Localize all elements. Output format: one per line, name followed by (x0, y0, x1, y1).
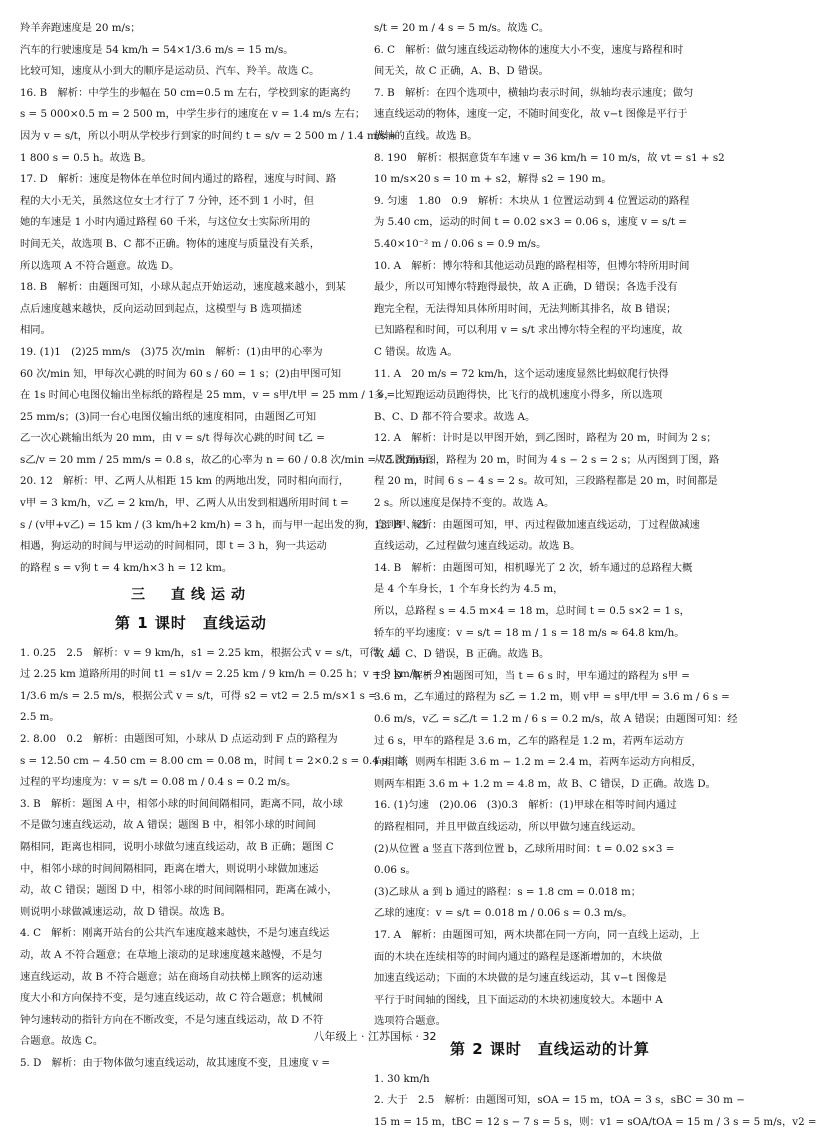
text-line: 时间无关，故选项 B、C 都不正确。物体的速度与质量没有关系， (20, 234, 362, 256)
text-line: 5.40×10⁻² m / 0.06 s = 0.9 m/s。 (374, 234, 726, 256)
text-line: 25 mm/s；(3)同一台心电图仪输出纸的速度相同，由题图乙可知 (20, 407, 362, 429)
text-line: s / (v甲+v乙) = 15 km / (3 km/h+2 km/h) = 3 h，而与甲一起出发的狗，直到甲、乙 (20, 515, 362, 537)
left-column (20, 18, 362, 1075)
text-line: 点后速度越来越快，反向运动回到起点，这模型与 B 选项描述 (20, 299, 362, 321)
text-line: 动，故 C 错误；题图 D 中，相邻小球的时间间隔相同，距离在减小， (20, 880, 362, 902)
text-line: 向相同，则两车相距 3.6 m − 1.2 m = 2.4 m，若两车运动方向相反， (374, 752, 726, 774)
right-answers-part-2 (374, 1069, 726, 1133)
section-title: 三 直线运动 (20, 585, 362, 607)
text-line: 钟匀速转动的指针方向在不断改变，不是匀速直线运动，故 D 不符 (20, 1010, 362, 1032)
text-line: 10 m/s×20 s = 10 m + s2，解得 s2 = 190 m。 (374, 169, 726, 191)
text-line: 在 1s 时间心电图仪输出坐标纸的路程是 25 mm，v = s甲/t甲 = 25 mm / 1 s = (20, 385, 362, 407)
text-line: B、C、D 都不符合要求。故选 A。 (374, 407, 726, 429)
text-line: 因为 v = s/t，所以小明从学校步行到家的时间约 t = s/v = 2 500 m / 1.4 m/s ≈ (20, 126, 362, 148)
text-line: 15. D 解析：由题图可知，当 t = 6 s 时，甲车通过的路程为 s甲 = (374, 666, 726, 688)
text-line: 1 800 s = 0.5 h。故选 B。 (20, 148, 362, 170)
text-line: 汽车的行驶速度是 54 km/h = 54×1/3.6 m/s = 15 m/s。 (20, 40, 362, 62)
text-line: 平行于时间轴的图线，且下面运动的木块初速度较大。本题中 A (374, 990, 726, 1012)
text-line: s乙/v = 20 mm / 25 mm/s = 0.8 s，故乙的心率为 n = 60 / 0.8 次/min = 75 次/min。 (20, 450, 362, 472)
right-answers-part-1 (374, 18, 726, 1033)
text-line: 9. 匀速 1.80 0.9 解析：木块从 1 位置运动到 4 位置运动的路程 (374, 191, 726, 213)
text-line: 8. 190 解析：根据意货车车速 v = 36 km/h = 10 m/s，故 vt = s1 + s2 (374, 148, 726, 170)
text-line: 相遇，狗运动的时间与甲运动的时间相同，即 t = 3 h，狗一共运动 (20, 536, 362, 558)
text-line: 乙球的速度：v = s/t = 0.018 m / 0.06 s = 0.3 m/s。 (374, 903, 726, 925)
text-line: 的路程 s = v狗 t = 4 km/h×3 h = 12 km。 (20, 558, 362, 580)
text-line: 0.6 m/s，v乙 = s乙/t = 1.2 m / 6 s = 0.2 m/s，故 A 错误；由题图可知：经 (374, 709, 726, 731)
text-line: 乙一次心跳输出纸为 20 mm，由 v = s/t 得每次心跳的时间 t乙 = (20, 428, 362, 450)
text-line: 她的车速是 1 小时内通过路程 60 千米，与这位女士实际所用的 (20, 212, 362, 234)
text-line: v甲 = 3 km/h，v乙 = 2 km/h，甲、乙两人从出发到相遇所用时间 t = (20, 493, 362, 515)
text-line: 不是做匀速直线运动，故 A 错误；题图 B 中，相邻小球的时间间 (20, 815, 362, 837)
text-line: 4. C 解析：刚离开站台的公共汽车速度越来越快，不是匀速直线运 (20, 923, 362, 945)
text-line: 最少，所以可知博尔特跑得最快，故 A 正确，D 错误；各选手没有 (374, 277, 726, 299)
text-line: 间无关，故 C 正确，A、B、D 错误。 (374, 61, 726, 83)
text-line: 过 2.25 km 道路所用的时间 t1 = s1/v = 2.25 km / 9 km/h = 0.25 h；v = 9 km/h = 9× (20, 664, 362, 686)
text-line: 6. C 解析：做匀速直线运动物体的速度大小不变，速度与路程和时 (374, 40, 726, 62)
text-line: 2.5 m。 (20, 707, 362, 729)
text-line: 17. A 解析：由题图可知，两木块都在同一方向，同一直线上运动，上 (374, 925, 726, 947)
text-line: 则说明小球做减速运动，故 D 错误。故选 B。 (20, 902, 362, 924)
text-line: 跑完全程，无法得知具体所用时间，无法判断其排名，故 B 错误； (374, 299, 726, 321)
page-footer: 八年级上 · 江苏国标 · 32 (0, 1028, 750, 1044)
text-line: 2. 8.00 0.2 解析：由题图可知，小球从 D 点运动到 F 点的路程为 (20, 729, 362, 751)
text-line: 已知路程和时间，可以利用 v = s/t 求出博尔特全程的平均速度，故 (374, 320, 726, 342)
text-line: 加速直线运动；下面的木块做的是匀速直线运动，其 v−t 图像是 (374, 968, 726, 990)
text-line: 相同。 (20, 320, 362, 342)
text-line: 12. A 解析：计时是以甲图开始，到乙图时，路程为 20 m，时间为 2 s； (374, 428, 726, 450)
text-line: 19. (1)1 (2)25 mm/s (3)75 次/min 解析：(1)由甲的心率为 (20, 342, 362, 364)
text-line: 中，相邻小球的时间间隔相同，距离在增大，则说明小球做加速运 (20, 859, 362, 881)
text-line: 0.06 s。 (374, 860, 726, 882)
text-line: 轿车的平均速度：v = s/t = 18 m / 1 s = 18 m/s ≈ 64.8 km/h。 (374, 623, 726, 645)
text-line: 2. 大于 2.5 解析：由题图可知，sOA = 15 m，tOA = 3 s，sBC = 30 m − (374, 1090, 726, 1112)
text-line: 1. 30 km/h (374, 1069, 726, 1091)
text-line: 17. D 解析：速度是物体在单位时间内通过的路程，速度与时间、路 (20, 169, 362, 191)
text-line: 羚羊奔跑速度是 20 m/s； (20, 18, 362, 40)
text-line: 选项符合题意。 (374, 1011, 726, 1033)
left-answers-part-1 (20, 18, 362, 579)
text-line: (2)从位置 a 竖直下落到位置 b，乙球所用时间：t = 0.02 s×3 = (374, 839, 726, 861)
text-line: 3. B 解析：题图 A 中，相邻小球的时间间隔相同，距离不同，故小球 (20, 794, 362, 816)
text-line: 16. B 解析：中学生的步幅在 50 cm=0.5 m 左右，学校到家的距离约 (20, 83, 362, 105)
text-line: 面的木块在连续相等的时间内通过的路程是逐渐增加的，木块做 (374, 947, 726, 969)
text-line: s = 12.50 cm − 4.50 cm = 8.00 cm = 0.08 m，时间 t = 2×0.2 s = 0.4 s，该 (20, 751, 362, 773)
text-line: C 错误。故选 A。 (374, 342, 726, 364)
text-line: 16. (1)匀速 (2)0.06 (3)0.3 解析：(1)甲球在相等时间内通过 (374, 795, 726, 817)
text-line: 隔相同，距离也相同，说明小球做匀速直线运动，故 B 正确；题图 C (20, 837, 362, 859)
text-line: 7. B 解析：在四个选项中，横轴均表示时间，纵轴均表示速度；做匀 (374, 83, 726, 105)
text-line: 18. B 解析：由题图可知，小球从起点开始运动，速度越来越小，到某 (20, 277, 362, 299)
text-line: 度大小和方向保持不变，是匀速直线运动，故 C 符合题意；机械闹 (20, 988, 362, 1010)
text-line: 所以选项 A 不符合题意。故选 D。 (20, 256, 362, 278)
text-line: 从乙图到丙图，路程为 20 m，时间为 4 s − 2 s = 2 s；从丙图到丁图，路 (374, 450, 726, 472)
text-line: 速直线运动，故 B 不符合题意；站在商场自动扶梯上顾客的运动速 (20, 967, 362, 989)
text-line: 5. D 解析：由于物体做匀速直线运动，故其速度不变，且速度 v = (20, 1053, 362, 1075)
text-line: 为 5.40 cm，运动的时间 t = 0.02 s×3 = 0.06 s，速度 v = s/t = (374, 212, 726, 234)
text-line: 1. 0.25 2.5 解析：v = 9 km/h，s1 = 2.25 km，根据公式 v = s/t，可得，通 (20, 643, 362, 665)
text-line: 11. A 20 m/s = 72 km/h，这个运动速度显然比蚂蚁爬行快得 (374, 364, 726, 386)
text-line: 过 6 s，甲车的路程是 3.6 m，乙车的路程是 1.2 m，若两车运动方 (374, 731, 726, 753)
text-line: 过程的平均速度为：v = s/t = 0.08 m / 0.4 s = 0.2 m/s。 (20, 772, 362, 794)
text-line: s = 5 000×0.5 m = 2 500 m，中学生步行的速度在 v = 1.4 m/s 左右； (20, 104, 362, 126)
left-answers-part-2 (20, 643, 362, 1075)
text-line: 多，比短跑运动员跑得快，比飞行的战机速度小得多，所以选项 (374, 385, 726, 407)
lesson-2-title: 第 2 课时 直线运动的计算 (374, 1039, 726, 1061)
text-line: 10. A 解析：博尔特和其他运动员跑的路程相等，但博尔特所用时间 (374, 256, 726, 278)
lesson-1-title: 第 1 课时 直线运动 (20, 613, 362, 635)
text-line: 15 m = 15 m，tBC = 12 s − 7 s = 5 s，则：v1 = sOA/tOA = 15 m / 3 s = 5 m/s，v2 = (374, 1112, 726, 1133)
text-line: 20. 12 解析：甲、乙两人从相距 15 km 的两地出发，同时相向而行， (20, 471, 362, 493)
text-line: s/t = 20 m / 4 s = 5 m/s。故选 C。 (374, 18, 726, 40)
text-line: 13. B 解析：由题图可知，甲、丙过程做加速直线运动，丁过程做减速 (374, 515, 726, 537)
text-line: 比较可知，速度从小到大的顺序是运动员、汽车、羚羊。故选 C。 (20, 61, 362, 83)
text-line: 动，故 A 不符合题意；在草地上滚动的足球速度越来越慢，不是匀 (20, 945, 362, 967)
text-line: 直线运动，乙过程做匀速直线运动。故选 B。 (374, 536, 726, 558)
text-line: 程的大小无关，虽然这位女士才行了 7 分钟，还不到 1 小时，但 (20, 191, 362, 213)
text-line: 3.6 m，乙车通过的路程为 s乙 = 1.2 m，则 v甲 = s甲/t甲 = 3.6 m / 6 s = (374, 687, 726, 709)
text-line: 60 次/min 知，甲每次心跳的时间为 60 s / 60 = 1 s；(2)由甲图可知 (20, 364, 362, 386)
text-line: 是 4 个车身长，1 个车身长约为 4.5 m， (374, 579, 726, 601)
text-line: 速直线运动的物体，速度一定，不随时间变化，故 v−t 图像是平行于 (374, 104, 726, 126)
text-line: 的路程相同，并且甲做直线运动，所以甲做匀速直线运动。 (374, 817, 726, 839)
text-line: 程 20 m，时间 6 s − 4 s = 2 s。故可知，三段路程都是 20 m，时间都是 (374, 471, 726, 493)
text-line: 1/3.6 m/s = 2.5 m/s，根据公式 v = s/t，可得 s2 = vt2 = 2.5 m/s×1 s = (20, 686, 362, 708)
text-line: 横轴的直线。故选 B。 (374, 126, 726, 148)
right-column (374, 18, 726, 1133)
text-line: 合题意。故选 C。 (20, 1031, 362, 1053)
text-line: 所以，总路程 s = 4.5 m×4 = 18 m，总时间 t = 0.5 s×2 = 1 s， (374, 601, 726, 623)
text-line: 2 s。所以速度是保持不变的。故选 A。 (374, 493, 726, 515)
text-line: 则两车相距 3.6 m + 1.2 m = 4.8 m，故 B、C 错误，D 正确。故选 D。 (374, 774, 726, 796)
text-line: 14. B 解析：由题图可知，相机曝光了 2 次，轿车通过的总路程大概 (374, 558, 726, 580)
text-line: (3)乙球从 a 到 b 通过的路程：s = 1.8 cm = 0.018 m； (374, 882, 726, 904)
text-line: 故 A、C、D 错误，B 正确。故选 B。 (374, 644, 726, 666)
